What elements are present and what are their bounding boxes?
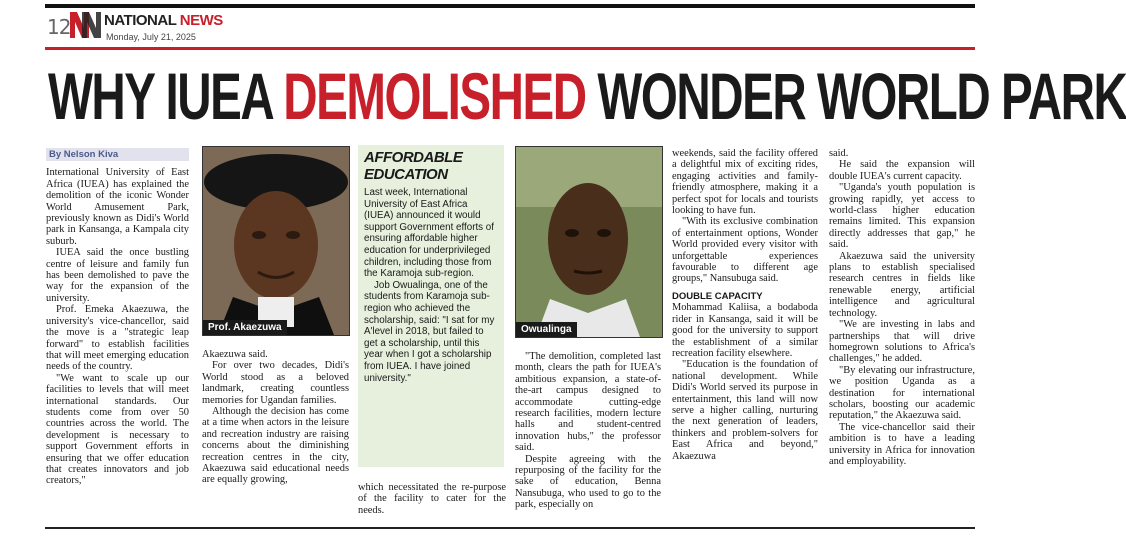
sidebar-paragraph: Last week, International University of East Africa (IUEA) announced it would support Government efforts of ensuring affordable higher education for underprivileged children, including those from the Karamoja sub-region. [364, 187, 494, 280]
sidebar-body [364, 187, 498, 384]
section-title [104, 12, 223, 29]
photo-akaezuwa [202, 146, 350, 336]
article-column-6 [829, 148, 975, 520]
article-column-4 [515, 351, 661, 521]
paragraph: Although the decision has come at a time when actors in the leisure and recreation industry are raising concerns about the diminishing recreation centres in the city, Akaezuwa said educational needs are equally growing, [202, 406, 349, 486]
paragraph: International University of East Africa (IUEA) has explained the demolition of the iconic Wonder World Amusement Park, previously known as Didi's World park in Kansanga, a Kampala city suburb. [46, 167, 189, 247]
headline-part1: WHY IUEA [48, 59, 284, 133]
paragraph: Mohammad Kaliisa, a bodaboda rider in Kansanga, said it will be good for the university to support the establishment of a similar recreation facility elsewhere. [672, 302, 818, 359]
article-column-1 [46, 148, 189, 520]
bottom-rule [45, 527, 975, 529]
headline [48, 55, 1126, 137]
article-column-5 [672, 148, 818, 520]
photo-owualinga [515, 146, 663, 338]
paragraph: "By elevating our infrastructure, we position Uganda as a destination for international scholars, boosting our academic reputation," the Akaezuwa said. [829, 364, 975, 422]
paragraph: "With its exclusive combination of entertainment options, Wonder World provided every visitor with unforgettable experiences favourable to different age groups," Nansubuga said. [672, 216, 818, 285]
red-rule [45, 47, 975, 50]
headline-highlight: DEMOLISHED [283, 59, 586, 133]
paragraph: said. [829, 148, 849, 159]
top-rule [45, 4, 975, 8]
article-column-3 [358, 482, 506, 520]
paragraph: Akaezuwa said the university plans to establish specialised research centres in fields like renewable energy, artificial intelligence and agricultural technology. [829, 250, 975, 319]
paragraph: "We are investing in labs and partnerships that will drive homegrown solutions to Africa's challenges," he added. [829, 319, 975, 365]
paragraph: "We want to scale up our facilities to levels that will meet international standards. Our students come from over 50 countries across the world. The development is necessary to support Government efforts in ensuring that we offer education that creates innovators and job creators," [46, 372, 189, 487]
section-word-national: NATIONAL [104, 12, 177, 29]
paragraph: Despite agreeing with the repurposing of the facility for the sake of education, Benna Nansubuga, who used to go to the park, especially on [515, 453, 661, 511]
paragraph: Akaezuwa said. [202, 349, 268, 360]
photo-caption: Prof. Akaezuwa [203, 320, 287, 335]
paragraph: which necessitated the re-purpose of the facility to cater for the needs. [358, 482, 506, 516]
paragraph: IUEA said the once bustling centre of leisure and family fun has been demolished to pave the way for the expansion of the university. [46, 247, 189, 304]
byline: By Nelson Kiva [46, 148, 189, 161]
paragraph: He said the expansion will double IUEA's current capacity. [829, 159, 975, 182]
paragraph: The vice-chancellor said their ambition is to have a leading university in Africa for innovation and employability. [829, 421, 975, 467]
paragraph: "Uganda's youth population is growing rapidly, yet access to world-class higher education remains limited. This expansion directly addresses that gap," he said. [829, 182, 975, 251]
page-number: 12 [47, 15, 71, 39]
section-word-news: NEWS [179, 12, 223, 29]
portrait-image [203, 147, 349, 335]
paragraph: Prof. Emeka Akaezuwa, the university's vice-chancellor, said the move is a "strategic leap forward" to establish facilities that will meet emerging education needs of the country. [46, 304, 189, 373]
sidebar-paragraph: Job Owualinga, one of the students from Karamoja sub-region who achieved the scholarship, said: "I sat for my A'level in 2018, but failed to get a scholarship, until this year when I got a scholarship from IUEA. I have joined university." [364, 279, 495, 384]
issue-date: Monday, July 21, 2025 [106, 32, 196, 42]
portrait-image [516, 147, 662, 337]
photo-caption: Owualinga [516, 322, 577, 337]
sidebar-box [358, 145, 504, 467]
paragraph: "Education is the foundation of national development. While Didi's World served its purpose in entertainment, this land will now serve a higher calling, nurturing the next generation of leaders, thinkers and problem-solvers for East Africa and beyond," Akaezuwa [672, 359, 818, 462]
paragraph: weekends, said the facility offered a delightful mix of exciting rides, engaging activities and family-friendly atmosphere, making it a perfect spot for locals and tourists looking to have fun. [672, 148, 818, 217]
headline-part2: WONDER WORLD PARK [585, 59, 1126, 133]
paragraph: "The demolition, completed last month, clears the path for IUEA's ambitious expansion, a state-of-the-art campus designed to accommodate cutting-edge research facilities, modern lecture halls and student-centred innovation hubs," the professor said. [515, 351, 661, 454]
newspaper-logo-icon [68, 10, 102, 40]
subheading: DOUBLE CAPACITY [672, 290, 763, 302]
article-column-2 [202, 349, 349, 521]
sidebar-heading: AFFORDABLE EDUCATION [364, 149, 463, 183]
paragraph: For over two decades, Didi's World stood as a beloved landmark, creating countless memories for Ugandan families. [202, 360, 349, 406]
